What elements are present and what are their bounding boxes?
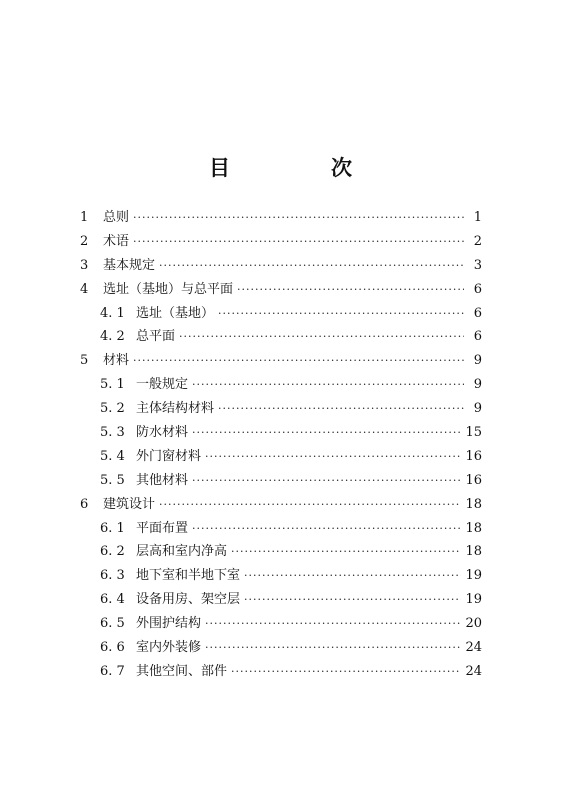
toc-subentry[interactable] — [80, 421, 482, 445]
subsection-title: 层高和室内净高 — [136, 544, 228, 560]
dot-leader — [133, 235, 464, 248]
subsection-title: 主体结构材料 — [136, 401, 215, 417]
dot-leader — [192, 378, 464, 391]
section-title: 基本规定 — [103, 257, 156, 273]
page-number: 18 — [465, 496, 482, 512]
dot-leader — [159, 259, 464, 272]
subsection-number: 5. 1 — [100, 377, 125, 393]
subsection-title: 外围护结构 — [136, 616, 202, 632]
page-number: 3 — [473, 257, 482, 273]
subsection-number: 5. 5 — [100, 472, 125, 488]
dot-leader — [133, 354, 464, 367]
toc-subentry[interactable] — [80, 445, 482, 469]
section-number: 2 — [80, 233, 89, 249]
section-number: 6 — [80, 496, 89, 512]
subsection-number: 6. 3 — [100, 568, 125, 584]
dot-leader — [192, 474, 461, 487]
subsection-title: 一般规定 — [136, 377, 189, 393]
subsection-number: 5. 4 — [100, 448, 125, 464]
page-number: 16 — [465, 448, 482, 464]
toc-subentry[interactable] — [80, 325, 482, 349]
page-number: 19 — [465, 568, 482, 584]
page-number: 20 — [465, 616, 482, 632]
page-number: 6 — [473, 329, 482, 345]
toc-entry[interactable] — [80, 278, 482, 302]
page-number: 18 — [465, 544, 482, 560]
page-number: 15 — [465, 425, 482, 441]
dot-leader — [192, 426, 461, 439]
page-number: 9 — [473, 353, 482, 369]
page-title: 目 次 — [209, 156, 392, 180]
subsection-title: 其他空间、部件 — [136, 663, 228, 679]
dot-leader — [218, 402, 464, 415]
toc-subentry[interactable] — [80, 517, 482, 541]
toc-entry[interactable] — [80, 206, 482, 230]
dot-leader — [205, 450, 461, 463]
subsection-number: 5. 2 — [100, 401, 125, 417]
dot-leader — [218, 307, 464, 320]
toc-subentry[interactable] — [80, 588, 482, 612]
section-number: 5 — [80, 353, 89, 369]
toc-subentry[interactable] — [80, 660, 482, 684]
subsection-title: 其他材料 — [136, 472, 189, 488]
section-title: 术语 — [103, 233, 130, 249]
dot-leader — [179, 330, 464, 343]
subsection-number: 5. 3 — [100, 425, 125, 441]
toc-entry[interactable] — [80, 254, 482, 278]
subsection-title: 防水材料 — [136, 425, 189, 441]
subsection-title: 平面布置 — [136, 520, 189, 536]
subsection-number: 6. 1 — [100, 520, 125, 536]
page-number: 24 — [465, 663, 482, 679]
page-number: 1 — [473, 210, 482, 225]
toc-subentry[interactable] — [80, 636, 482, 660]
dot-leader — [133, 211, 464, 224]
page-number: 6 — [473, 305, 482, 321]
toc-entry[interactable] — [80, 349, 482, 373]
page-number: 6 — [473, 281, 482, 297]
subsection-number: 4. 1 — [100, 305, 125, 321]
page-number: 24 — [465, 640, 482, 656]
subsection-number: 6. 2 — [100, 544, 125, 560]
dot-leader — [192, 522, 461, 535]
toc-entry[interactable] — [80, 493, 482, 517]
toc-subentry[interactable] — [80, 564, 482, 588]
subsection-title: 室内外装修 — [136, 640, 202, 656]
table-of-contents — [80, 206, 482, 684]
toc-entry[interactable] — [80, 230, 482, 254]
subsection-number: 6. 7 — [100, 663, 125, 679]
subsection-number: 6. 6 — [100, 640, 125, 656]
dot-leader — [205, 641, 461, 654]
toc-subentry[interactable] — [80, 469, 482, 493]
toc-subentry[interactable] — [80, 373, 482, 397]
subsection-title: 外门窗材料 — [136, 448, 202, 464]
page-number: 16 — [465, 472, 482, 488]
dot-leader — [205, 617, 461, 630]
subsection-title: 选址（基地） — [136, 305, 215, 321]
page-number: 18 — [465, 520, 482, 536]
subsection-number: 6. 4 — [100, 592, 125, 608]
dot-leader — [244, 569, 461, 582]
subsection-number: 6. 5 — [100, 616, 125, 632]
section-title: 选址（基地）与总平面 — [103, 281, 234, 297]
page-number: 9 — [473, 377, 482, 393]
subsection-title: 地下室和半地下室 — [136, 568, 241, 584]
toc-subentry[interactable] — [80, 397, 482, 421]
section-number: 4 — [80, 281, 89, 297]
dot-leader — [244, 593, 461, 606]
section-title: 建筑设计 — [103, 496, 156, 512]
subsection-title: 设备用房、架空层 — [136, 592, 241, 608]
section-number: 1 — [80, 210, 89, 225]
page-number: 2 — [473, 233, 482, 249]
page-number: 19 — [465, 592, 482, 608]
dot-leader — [237, 283, 464, 296]
toc-subentry[interactable] — [80, 540, 482, 564]
subsection-number: 4. 2 — [100, 329, 125, 345]
section-title: 总则 — [103, 210, 130, 225]
page-number: 9 — [473, 401, 482, 417]
dot-leader — [231, 665, 461, 678]
dot-leader — [231, 545, 461, 558]
section-number: 3 — [80, 257, 89, 273]
section-title: 材料 — [103, 353, 130, 369]
dot-leader — [159, 498, 461, 511]
subsection-title: 总平面 — [136, 329, 176, 345]
toc-subentry[interactable] — [80, 612, 482, 636]
toc-subentry[interactable] — [80, 302, 482, 326]
